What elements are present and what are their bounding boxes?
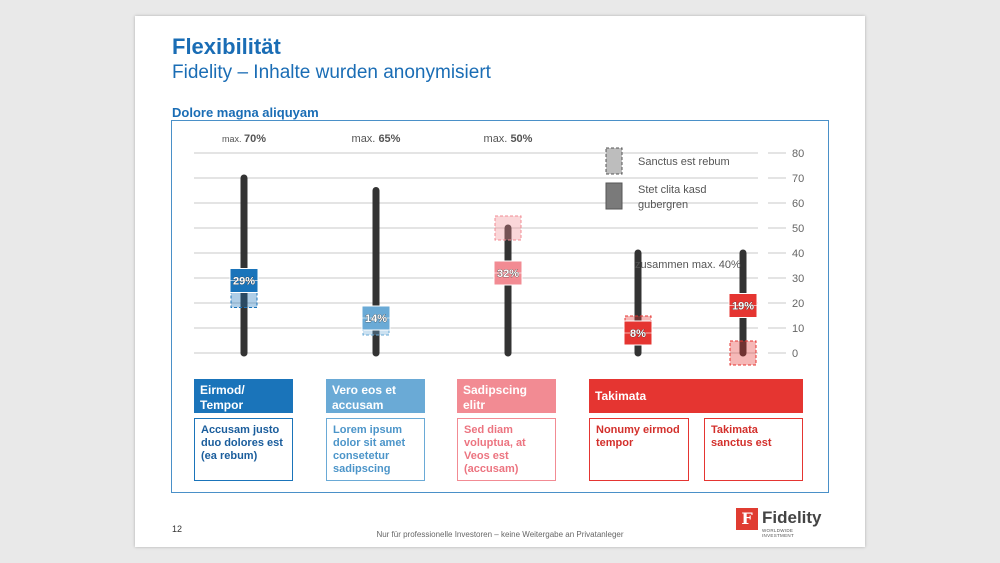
description-vero: Lorem ipsum dolor sit amet consetetur sadipscing [326, 418, 425, 481]
y-tick-label: 70 [792, 173, 805, 185]
category-header-sadipscing: Sadipscing elitr [457, 379, 556, 413]
description-takimata: Takimata sanctus est [704, 418, 803, 481]
y-tick-label: 20 [792, 298, 805, 310]
value-label: 32% [496, 268, 520, 280]
page-number: 12 [172, 524, 183, 534]
value-label: 14% [364, 313, 388, 325]
footer-disclaimer: Nur für professionelle Investoren – keine Weitergabe an Privatanleger [376, 530, 624, 539]
legend-swatch-dashed [606, 148, 622, 174]
slide-subtitle: Fidelity – Inhalte wurden anonymisiert [172, 62, 491, 83]
value-label: 29% [232, 275, 256, 288]
y-tick-label: 50 [792, 223, 805, 235]
max-label: max. 50% [483, 133, 533, 145]
y-tick-label: 40 [792, 248, 805, 260]
legend-label: gubergren [638, 199, 689, 211]
fidelity-logo [736, 508, 826, 538]
fidelity-logo-icon: F [736, 508, 758, 530]
y-tick-label: 30 [792, 273, 805, 285]
description-eirmod: Accusam justo duo dolores est (ea rebum) [194, 418, 293, 481]
slide-title: Flexibilität [172, 34, 281, 59]
reference-marker [730, 341, 756, 365]
description-nonumy: Nonumy eirmod tempor [589, 418, 689, 481]
y-tick-label: 0 [792, 348, 799, 360]
category-header-takimata: Takimata [589, 379, 803, 413]
fidelity-logo-tagline: WORLDWIDE INVESTMENT [762, 528, 795, 538]
y-tick-label: 80 [792, 148, 805, 160]
category-header-eirmod: Eirmod/ Tempor [194, 379, 293, 413]
description-sadipscing: Sed diam voluptua, at Veos est (accusam) [457, 418, 556, 481]
y-tick-label: 10 [792, 323, 805, 335]
y-tick-label: 60 [792, 198, 805, 210]
max-label: max. 65% [351, 133, 401, 145]
value-label: 19% [731, 300, 755, 313]
category-header-vero: Vero eos et accusam [326, 379, 425, 413]
legend-label: Stet clita kasd [638, 184, 707, 196]
chart-title: Dolore magna aliquyam [172, 105, 319, 120]
max-label: max. 70% [221, 133, 267, 145]
group-max-label: zusammen max. 40% [635, 259, 741, 271]
legend-swatch-solid [606, 183, 622, 209]
value-label: 8% [630, 328, 646, 340]
reference-marker [495, 216, 521, 240]
legend-label: Sanctus est rebum [638, 156, 730, 168]
fidelity-logo-text: Fidelity [762, 508, 822, 527]
